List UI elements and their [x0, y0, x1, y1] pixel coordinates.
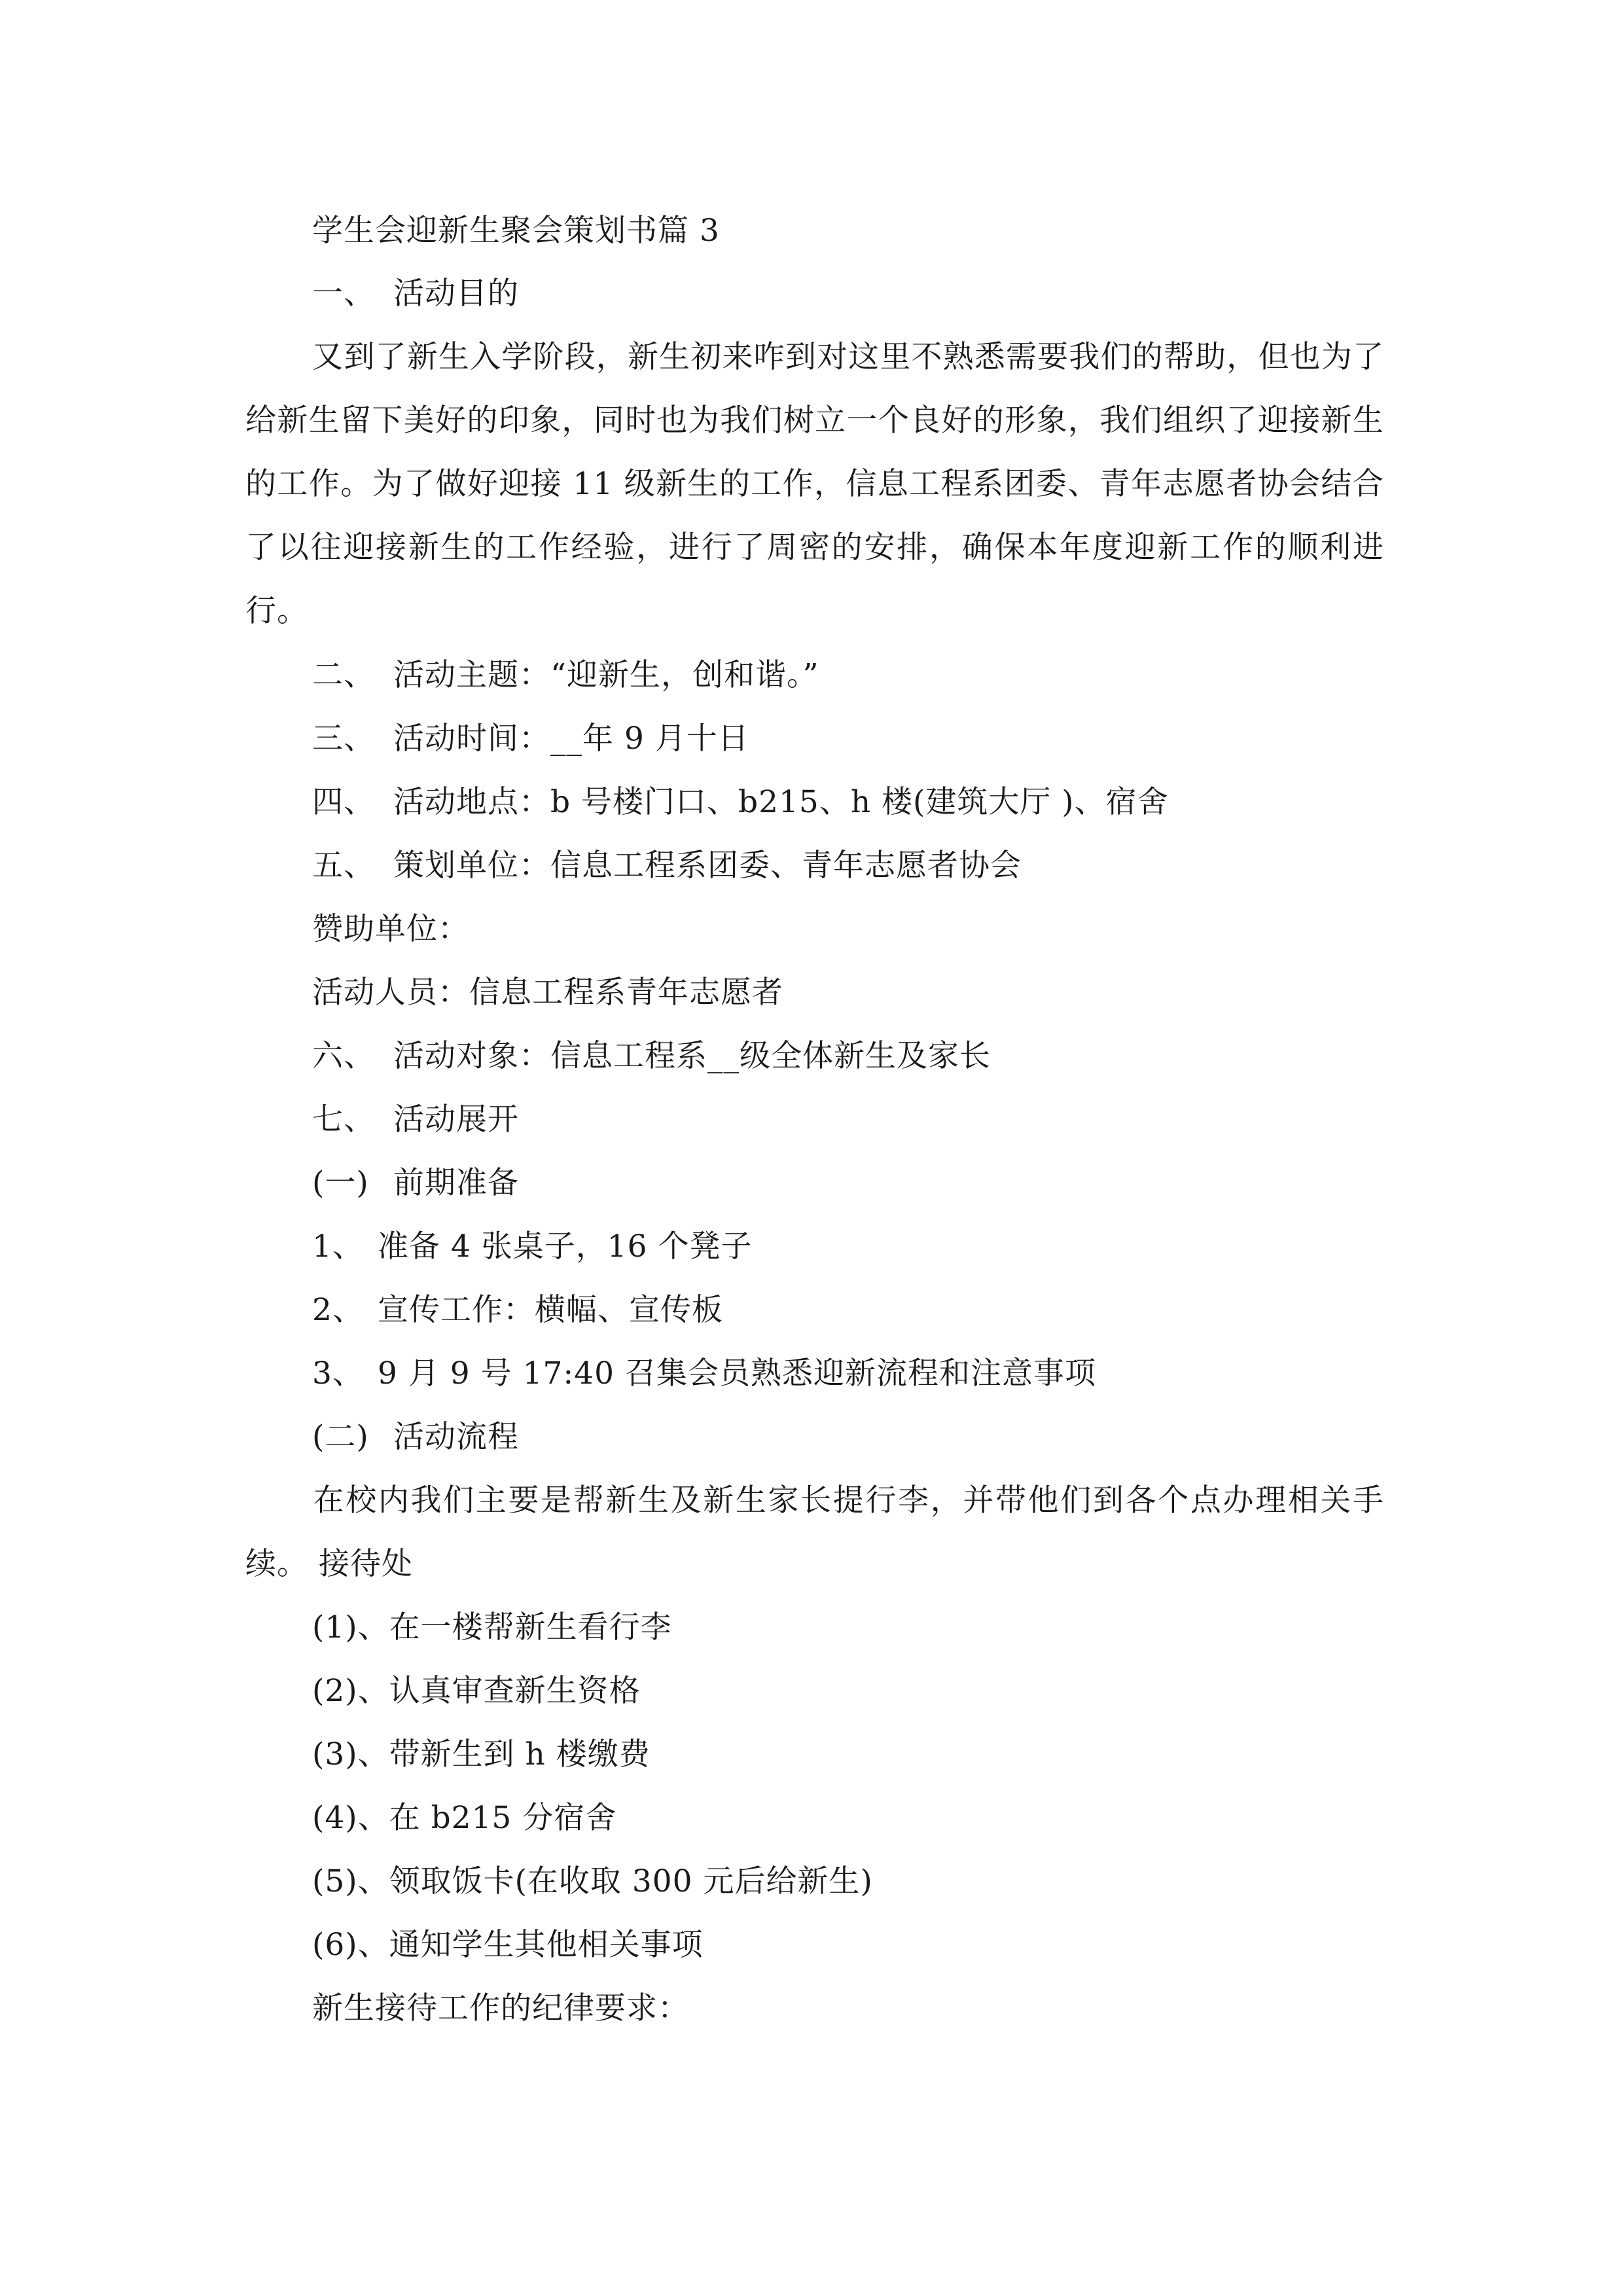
document-title: 学生会迎新生聚会策划书篇 3: [312, 213, 720, 249]
list-item: 2、 宣传工作：横幅、宣传板: [312, 1292, 723, 1328]
list-item: (6)、通知学生其他相关事项: [312, 1927, 704, 1963]
list-item: (4)、在 b215 分宿舍: [312, 1800, 617, 1836]
section-heading-theme: 二、 活动主题：“迎新生，创和谐。”: [312, 657, 819, 693]
section-heading-time: 三、 活动时间：__年 9 月十日: [312, 721, 749, 757]
staff-line: 活动人员：信息工程系青年志愿者: [312, 975, 783, 1011]
list-item: (3)、带新生到 h 楼缴费: [312, 1736, 651, 1772]
discipline-heading: 新生接待工作的纪律要求：: [312, 1990, 689, 2026]
process-paragraph: 在校内我们主要是帮新生及新生家长提行李，并带他们到各个点办理相关手续。 接待处: [245, 1482, 1384, 1582]
subheading-preparation: (一) 前期准备: [312, 1165, 519, 1201]
section-heading-purpose: 一、 活动目的: [312, 276, 519, 312]
list-item: (1)、在一楼帮新生看行李: [312, 1609, 672, 1645]
list-item: (5)、领取饭卡(在收取 300 元后给新生): [312, 1863, 873, 1899]
section-heading-audience: 六、 活动对象：信息工程系__级全体新生及家长: [312, 1038, 991, 1074]
section-heading-activity: 七、 活动展开: [312, 1102, 519, 1138]
subheading-process: (二) 活动流程: [312, 1419, 519, 1455]
list-item: 1、 准备 4 张桌子，16 个凳子: [312, 1229, 753, 1265]
section-heading-location: 四、 活动地点：b 号楼门口、b215、h 楼(建筑大厅 )、宿舍: [312, 784, 1169, 820]
list-item: (2)、认真审查新生资格: [312, 1673, 641, 1709]
section-heading-organizer: 五、 策划单位：信息工程系团委、青年志愿者协会: [312, 848, 1022, 884]
sponsor-line: 赞助单位：: [312, 911, 469, 947]
list-item: 3、 9 月 9 号 17:40 召集会员熟悉迎新流程和注意事项: [312, 1355, 1096, 1391]
purpose-paragraph: 又到了新生入学阶段，新生初来咋到对这里不熟悉需要我们的帮助，但也为了给新生留下美好的印象，同时也为我们树立一个良好的形象，我们组织了迎接新生的工作。为了做好迎接 11 级新生的工作，信息工程系团委、青年志愿者协会结合了以往迎接新生的工作经验，进行了周密的安排，确保本年度迎新工作的顺利进行。: [245, 339, 1384, 629]
